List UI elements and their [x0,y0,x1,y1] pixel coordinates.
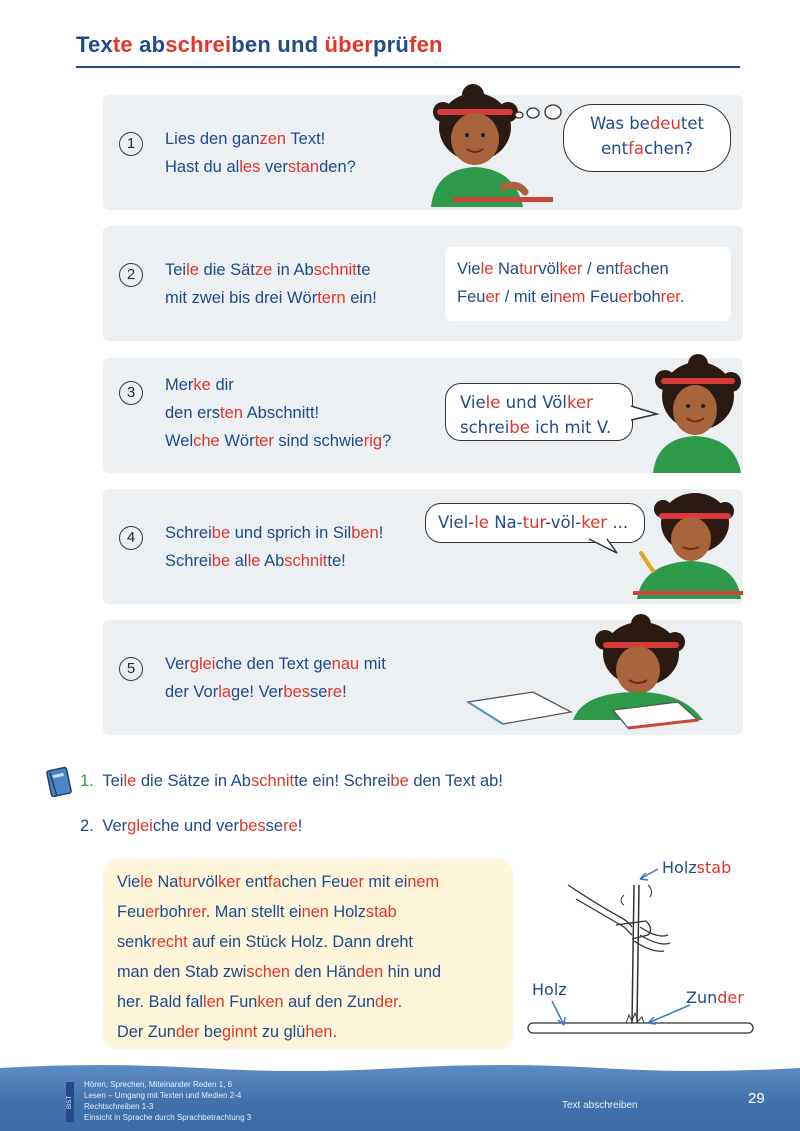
label-holz: Holz [532,980,567,999]
reference-line: Einsicht in Sprache durch Sprachbetrachtung 3 [84,1113,252,1122]
speech-bubble-4 [425,503,645,543]
page-title [76,32,443,58]
text-segment: Abschnitt! [242,404,320,422]
highlighted-syllable: bes [283,683,310,701]
girl-writing-illustration [633,491,743,601]
highlighted-syllable: le [474,513,489,532]
text-segment: Text! [286,130,326,148]
task-number: 2. [80,817,94,835]
step-number: 2 [119,263,143,287]
step-line [165,427,391,455]
text-segment: te ein! Schrei [294,772,391,790]
text-segment: che den Text ge [215,655,332,673]
text-segment: man den Stab zwi [117,963,247,981]
bubble-line [438,510,644,535]
highlighted-syllable: der [375,993,398,1011]
text-segment: Feu [457,288,486,306]
highlighted-syllable: er [349,873,364,891]
step-text [165,256,377,312]
text-segment: schrei [460,418,510,437]
thought-bubble-1 [563,104,731,172]
text-segment: chen? [644,139,693,158]
girl-smiling-illustration [643,358,743,473]
text-segment: ! [378,524,384,542]
text-segment: der Vor [165,683,219,701]
thought-dots [511,103,571,133]
text-segment: al [230,552,248,570]
text-segment: senk [117,933,152,951]
text-segment: die Sät [198,261,255,279]
reading-text [117,867,509,1047]
curriculum-references [84,1079,251,1123]
text-segment: ? [382,432,392,450]
text-segment: den ers [165,404,221,422]
task-2 [80,817,302,836]
text-segment: Vie [457,260,481,278]
text-segment: dir [210,376,234,394]
highlighted-syllable: le [480,260,494,278]
highlighted-syllable: schrei [165,32,232,57]
text-segment: Wör [219,432,255,450]
bubble-line [564,136,730,161]
reading-line [117,1023,337,1041]
text-segment: ! [297,817,303,835]
reference-line: Hören, Sprechen, Miteinander Reden 1, 6 [84,1080,233,1089]
task-number: 1. [80,772,94,790]
text-segment: boh [159,903,187,921]
text-segment: Na [152,873,179,891]
text-segment: ge! Ver [231,683,284,701]
text-segment: her. Bald fal [117,993,203,1011]
label-holzstab: Holzstab [662,858,732,877]
step-line [165,284,377,312]
step-text [165,519,383,575]
highlighted-syllable: ker [581,513,608,532]
reading-line [117,903,397,921]
example-line [457,283,731,311]
text-segment: Viel- [438,513,475,532]
text-segment: chen [632,260,669,278]
step-text [165,371,391,455]
step-line [165,547,383,575]
text-segment: Hast du al [165,158,240,176]
highlighted-syllable: la [218,683,232,701]
text-segment: che und ver [152,817,240,835]
text-segment: se [265,817,284,835]
highlighted-syllable: ken [257,993,284,1011]
reading-line [117,873,439,891]
text-segment: Mer [165,376,194,394]
step-line [165,650,386,678]
highlighted-syllable: fa [267,873,282,891]
step-number: 3 [119,381,143,405]
highlighted-syllable: le [123,772,137,790]
text-segment: mit [359,655,386,673]
highlighted-syllable: ze [254,261,273,279]
highlighted-syllable: schnit [250,772,295,790]
running-head: Text abschreiben [562,1100,638,1111]
highlighted-syllable: les [239,158,261,176]
highlighted-syllable: stab [365,903,397,921]
highlighted-syllable: er [485,288,501,306]
text-segment: auf den Zun [283,993,376,1011]
highlighted-syllable: recht [151,933,188,951]
highlighted-syllable: schnit [313,261,357,279]
text-segment: Tei [165,261,187,279]
highlighted-syllable: be [390,772,409,790]
highlighted-syllable: schnit [284,552,328,570]
highlighted-syllable: be [211,552,231,570]
text-segment: mit ei [363,873,408,891]
text-segment: Na [493,260,520,278]
text-segment: sind schwie [273,432,364,450]
highlighted-syllable: te [112,32,133,57]
text-segment: Schrei [165,524,212,542]
text-segment: Der Zun [117,1023,176,1041]
title-underline [76,66,740,68]
text-segment: ab [132,32,166,57]
task-text [102,772,503,790]
highlighted-syllable: nen [301,903,329,921]
highlighted-syllable: be [509,418,530,437]
bist-label: BIST [66,1082,74,1122]
highlighted-syllable: rer [186,903,206,921]
highlighted-syllable: nem [553,288,586,306]
fire-drill-diagram [528,855,788,1050]
highlighted-syllable: ben [351,524,379,542]
highlighted-syllable: rer [660,288,680,306]
footer-wave [0,1062,800,1076]
example-sentence-box [445,247,731,321]
text-segment: und Völ [500,393,567,412]
text-segment: Schrei [165,552,212,570]
text-segment: Lies den gan [165,130,260,148]
step-number: 1 [119,132,143,156]
highlighted-syllable: re [327,683,343,701]
text-segment: Ver [165,655,190,673]
step-box-2 [103,226,743,341]
highlighted-syllable: hen [305,1023,333,1041]
text-segment: ent [601,139,629,158]
step-box-3 [103,358,743,473]
step-box-5 [103,620,743,735]
text-segment: . [679,288,685,306]
highlighted-syllable: be [211,524,231,542]
highlighted-syllable: le [485,393,501,412]
highlighted-syllable: den [355,963,384,981]
text-segment: zu glü [257,1023,306,1041]
step-box-1 [103,95,743,210]
highlighted-syllable: er [145,903,160,921]
highlighted-syllable: tern [317,289,346,307]
highlighted-syllable: nau [331,655,360,673]
text-segment: den? [319,158,356,176]
text-segment: . [332,1023,338,1041]
step-line [165,125,356,153]
reading-line [117,993,402,1011]
speech-tail [587,539,627,559]
highlighted-syllable: über [324,32,374,57]
text-segment: und sprich in Sil [230,524,352,542]
text-segment: te [356,261,371,279]
highlighted-syllable: ter [254,432,274,450]
text-segment: prü [373,32,410,57]
girl-comparing-illustration [463,620,743,732]
text-segment: die Sätze in Ab [136,772,251,790]
step-line [165,153,356,181]
highlighted-syllable: ker [567,393,593,412]
text-segment: te! [327,552,346,570]
highlighted-syllable: re [283,817,298,835]
step-line [165,371,391,399]
text-segment: Vie [460,393,486,412]
highlighted-syllable: rig [363,432,383,450]
step-line [165,399,391,427]
text-segment: ben und [231,32,325,57]
reading-text-box [103,859,513,1049]
text-segment: völ [197,873,219,891]
task-1 [80,772,503,791]
step-number: 4 [119,526,143,550]
text-segment: den Text ab! [408,772,503,790]
highlighted-syllable: le [186,261,199,279]
text-segment: Ver [102,817,128,835]
highlighted-syllable: zen [259,130,287,148]
text-segment: Tex [76,32,113,57]
page-footer [0,1062,800,1131]
highlighted-syllable: le [140,873,153,891]
highlighted-syllable: tur [178,873,198,891]
text-segment: be [199,1023,223,1041]
text-segment: . [397,993,403,1011]
text-segment: den Hän [289,963,356,981]
example-line [457,255,731,283]
text-segment: Wel [165,432,194,450]
text-segment: . Man stellt ei [205,903,302,921]
step-line [165,519,383,547]
highlighted-syllable: er [618,288,634,306]
text-segment: ver [260,158,288,176]
highlighted-syllable: fa [619,260,633,278]
text-segment: auf ein Stück Holz. Dann dreht [187,933,413,951]
text-segment: Na- [488,513,523,532]
text-segment: / ent [582,260,620,278]
highlighted-syllable: fen [409,32,443,57]
text-segment: Holz [328,903,366,921]
text-segment: Feu [585,288,619,306]
text-segment: in Ab [272,261,314,279]
page-number: 29 [748,1090,765,1107]
highlighted-syllable: le [247,552,261,570]
text-segment: Was be [589,114,650,133]
step-line [165,678,386,706]
highlighted-syllable: tur [519,260,539,278]
bubble-line [460,415,632,440]
text-segment: ein! [345,289,377,307]
text-segment: se [309,683,328,701]
step-box-4 [103,489,743,604]
text-segment: ich mit V. [529,418,612,437]
highlighted-syllable: ginnt [222,1023,258,1041]
text-segment: Tei [102,772,124,790]
text-segment: tet [680,114,705,133]
highlighted-syllable: glei [189,655,216,673]
text-segment: ! [342,683,347,701]
bubble-line [460,390,632,415]
highlighted-syllable: schen [246,963,290,981]
highlighted-syllable: tur [522,513,546,532]
highlighted-syllable: stan [287,158,320,176]
step-text [165,125,356,181]
step-text [165,650,386,706]
highlighted-syllable: ke [193,376,211,394]
reference-line: Rechtschreiben 1-3 [84,1102,154,1111]
highlighted-syllable: ten [220,404,243,422]
text-segment: Feu [117,903,146,921]
text-segment: völ [538,260,560,278]
label-zunder: Zunder [686,988,744,1007]
notebook-icon [46,767,72,797]
step-line [165,256,377,284]
highlighted-syllable: der [175,1023,200,1041]
text-segment: / mit ei [500,288,554,306]
reading-line [117,963,441,981]
reference-line: Lesen – Umgang mit Texten und Medien 2-4 [84,1091,242,1100]
text-segment: ent [240,873,268,891]
task-text [102,817,302,835]
highlighted-syllable: che [193,432,220,450]
text-segment: -völ- [545,513,582,532]
text-segment: chen Feu [281,873,350,891]
text-segment: mit zwei bis drei Wör [165,289,318,307]
highlighted-syllable: bes [239,817,266,835]
text-segment: Ab [260,552,285,570]
text-segment: hin und [383,963,442,981]
step-number: 5 [119,657,143,681]
text-segment: ... [607,513,629,532]
highlighted-syllable: glei [127,817,153,835]
reading-line [117,933,413,951]
text-segment: boh [633,288,661,306]
highlighted-syllable: deu [649,114,681,133]
text-segment: Vie [117,873,141,891]
highlighted-syllable: fa [628,139,645,158]
highlighted-syllable: ker [218,873,241,891]
highlighted-syllable: len [203,993,225,1011]
highlighted-syllable: nem [407,873,440,891]
speech-bubble-3 [445,383,633,441]
text-segment: Fun [224,993,258,1011]
bubble-line [564,111,730,136]
highlighted-syllable: ker [559,260,583,278]
